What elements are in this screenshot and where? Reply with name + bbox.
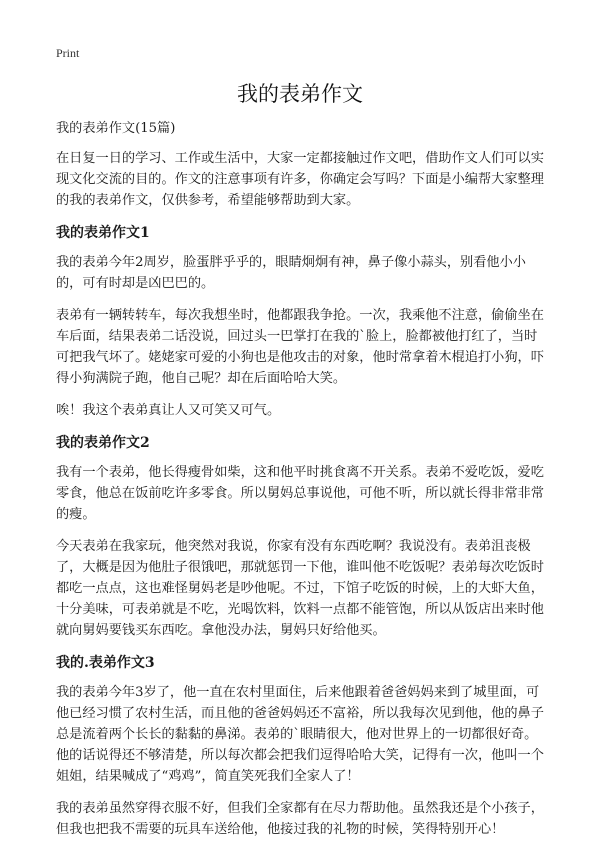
section-1-paragraph-3: 唉！我这个表弟真让人又可笑又可气。 [56, 403, 281, 418]
section-heading-1: 我的表弟作文1 [56, 225, 150, 241]
section-3-paragraph-1: 我的表弟今年3岁了，他一直在农村里面住，后来他跟着爸爸妈妈来到了城里面，可他已经习惯了农村生活，而且他的爸爸妈妈还不富裕，所以我每次见到他，他的鼻子总是流着两个长长的黏黏的鼻涕。表弟的`眼睛很大，他对世界上的一切都很好奇。他的话说得还不够清楚，所以每次都会把我们逗得哈哈大笑，记得有一次，他叫一个姐姐，结果喊成了“鸡鸡”，简直笑死我们全家人了！ [56, 685, 544, 784]
section-heading-3: 我的.表弟作文3 [56, 655, 155, 671]
section-2-paragraph-2: 今天表弟在我家玩，他突然对我说，你家有没有东西吃啊？我说没有。表弟沮丧极了，大概是因为他肚子很饿吧，那就惩罚一下他，谁叫他不吃饭呢？表弟每次吃饭时都吃一点点，这也难怪舅妈老是吵他呢。不过，下馆子吃饭的时候，上的大虾大鱼，十分美味，可表弟就是不吃，光喝饮料，饮料一点都不能管饱，所以从饭店出来时他就向舅妈要钱买东西吃。拿他没办法，舅妈只好给他买。 [56, 539, 544, 638]
intro-paragraph: 在日复一日的学习、工作或生活中，大家一定都接触过作文吧，借助作文人们可以实现文化交流的目的。作文的注意事项有许多，你确定会写吗？下面是小编帮大家整理的我的表弟作文，仅供参考，希望能够帮助到大家。 [56, 151, 544, 208]
print-link[interactable]: Print [56, 46, 80, 60]
section-1-paragraph-2: 表弟有一辆转转车，每次我想坐时，他都跟我争抢。一次，我乘他不注意，偷偷坐在车后面，结果表弟二话没说，回过头一巴掌打在我的`脸上，脸都被他打红了，当时可把我气坏了。姥姥家可爱的小狗也是他攻击的对象，他时常拿着木棍追打小狗，吓得小狗满院子跑，他自己呢？却在后面哈哈大笑。 [56, 308, 544, 386]
section-heading-2: 我的表弟作文2 [56, 435, 150, 451]
section-3-paragraph-2: 我的表弟虽然穿得衣服不好，但我们全家都有在尽力帮助他。虽然我还是个小孩子，但我也把我不需要的玩具车送给他，他接过我的礼物的时候，笑得特别开心！ [56, 801, 544, 837]
section-1-paragraph-1: 我的表弟今年2周岁，脸蛋胖乎乎的，眼睛炯炯有神，鼻子像小蒜头，别看他小小的，可有时却是凶巴巴的。 [56, 255, 526, 291]
article-body [56, 118, 550, 851]
page-title: 我的表弟作文 [237, 82, 363, 106]
article-subtitle: 我的表弟作文(15篇) [56, 121, 176, 136]
section-2-paragraph-1: 我有一个表弟，他长得瘦骨如柴，这和他平时挑食离不开关系。表弟不爱吃饭，爱吃零食，他总在饭前吃许多零食。所以舅妈总事说他，可他不听，所以就长得非常非常的瘦。 [56, 465, 544, 522]
